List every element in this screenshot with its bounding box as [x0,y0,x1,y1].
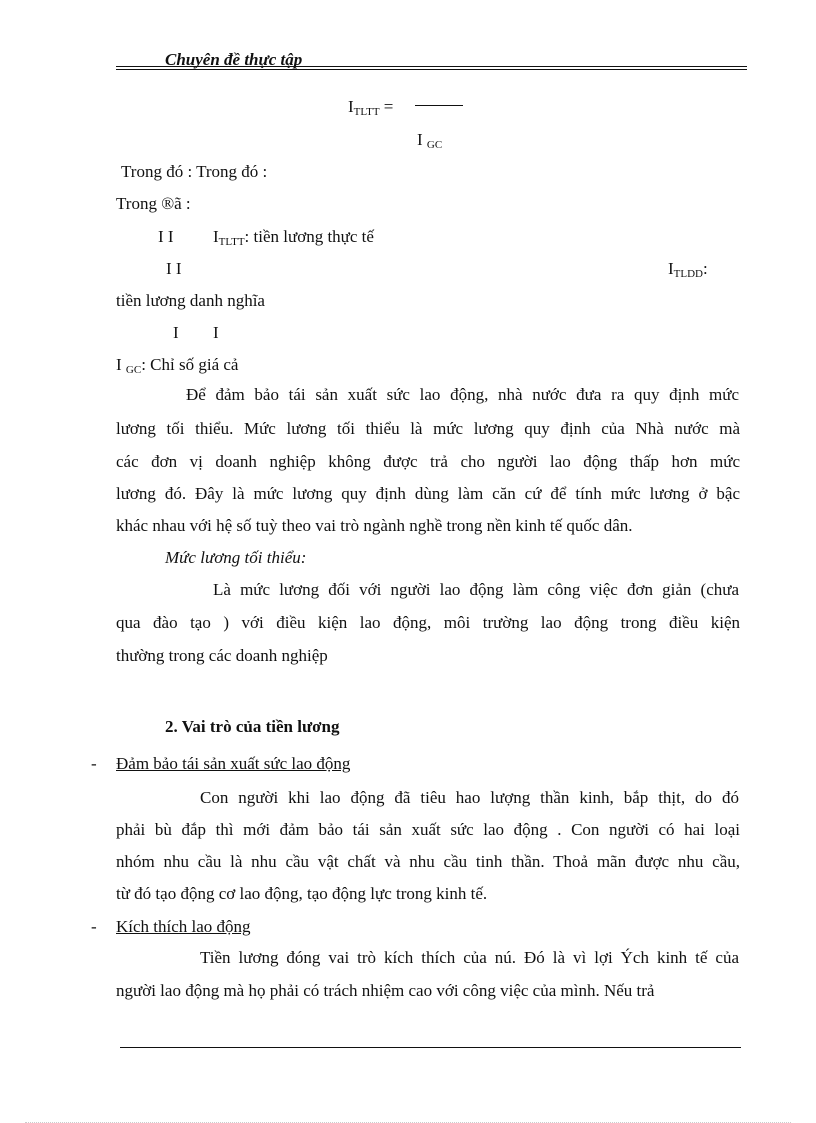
tien-luong-danh-nghia: tiền lương danh nghĩa [116,291,265,310]
trong-do-line-1: Trong đó : Trong đó : [121,162,268,181]
para4-line-2: người lao động mà họ phải có trách nhiệm cao với công việc của mình. Nếu trả [116,981,655,1000]
min-wage-heading: Mức lương tối thiểu: [165,548,307,567]
ii-marker-2: I I [166,259,182,278]
itldd-subscript: TLDD [673,268,703,280]
header-rule-bottom [116,69,747,70]
igc-subscript: GC [125,364,142,376]
para2-line-3: thường trong các doanh nghiệp [116,646,328,665]
bullet-2-label: Kích thích lao động [116,917,251,936]
formula-denominator [417,130,442,155]
formula-lhs [348,97,393,122]
para3-line-1: Con người khi lao động đã tiêu hao lượng thần kinh, bắp thịt, do đó [200,788,739,807]
itltt-symbol: I [213,227,219,246]
formula-den-subscript: GC [426,139,443,151]
para1-line-3: các đơn vị doanh nghiệp không được trả cho người lao động thấp hơn mức [116,452,740,471]
bullet-1-dash: - [91,754,97,773]
formula-fraction-bar [415,105,463,106]
footer-rule [120,1047,741,1048]
itldd-symbol: I [668,259,674,278]
para1-line-1: Để đảm bảo tái sản xuất sức lao động, nhà nước đưa ra quy định mức [186,385,739,404]
para2-line-2: qua đào tạo ) với điều kiện lao động, môi trường lao động trong điều kiện [116,613,740,632]
itldd-symbol-line [668,259,708,284]
trong-do-line-2: Trong ®ã : [116,194,191,213]
igc-definition [116,355,238,380]
para4-line-1: Tiền lương đóng vai trò kích thích của nú. Đó là vì lợi Ých kinh tế của [200,948,739,967]
para1-line-4: lương đó. Đây là mức lương quy định dùng làm căn cứ để tính mức lương ở bậc [116,484,740,503]
para1-line-5: khác nhau với hệ số tuỳ theo vai trò ngành nghề trong nền kinh tế quốc dân. [116,516,633,535]
itltt-definition [213,227,374,252]
formula-lhs-subscript: TLTT [353,106,380,118]
formula-lhs-symbol: I [348,97,354,116]
page-header-title: Chuyên đề thực tập [165,50,303,69]
formula-den-symbol: I [417,130,427,149]
para2-line-1: Là mức lương đối với người lao động làm công việc đơn giản (chưa [213,580,739,599]
igc-text: : Chỉ số giá cả [141,355,239,374]
para3-line-4: từ đó tạo động cơ lao động, tạo động lực trong kinh tế. [116,884,488,903]
formula-equals: = [383,97,394,116]
header-rule-top [116,66,747,67]
section-2-heading: 2. Vai trò của tiền lương [165,717,340,736]
para3-line-2: phải bù đắp thì mới đảm bảo tái sản xuất sức lao động . Con người có hai loại [116,820,740,839]
ii-marker-1: I I [158,227,174,246]
para1-line-2: lương tối thiểu. Mức lương tối thiểu là mức lương quy định của Nhà nước mà [116,419,740,438]
itltt-subscript: TLTT [218,236,245,248]
igc-symbol: I [116,355,126,374]
bullet-1-label: Đảm bảo tái sản xuất sức lao động [116,754,351,773]
para3-line-3: nhóm nhu cầu là nhu cầu vật chất và nhu cầu tinh thần. Thoả mãn được nhu cầu, [116,852,740,871]
i-marker-1: I [173,323,179,342]
itltt-text: : tiền lương thực tế [244,227,374,246]
itldd-colon: : [703,259,708,278]
i-marker-2: I [213,323,219,342]
bullet-2-dash: - [91,917,97,936]
